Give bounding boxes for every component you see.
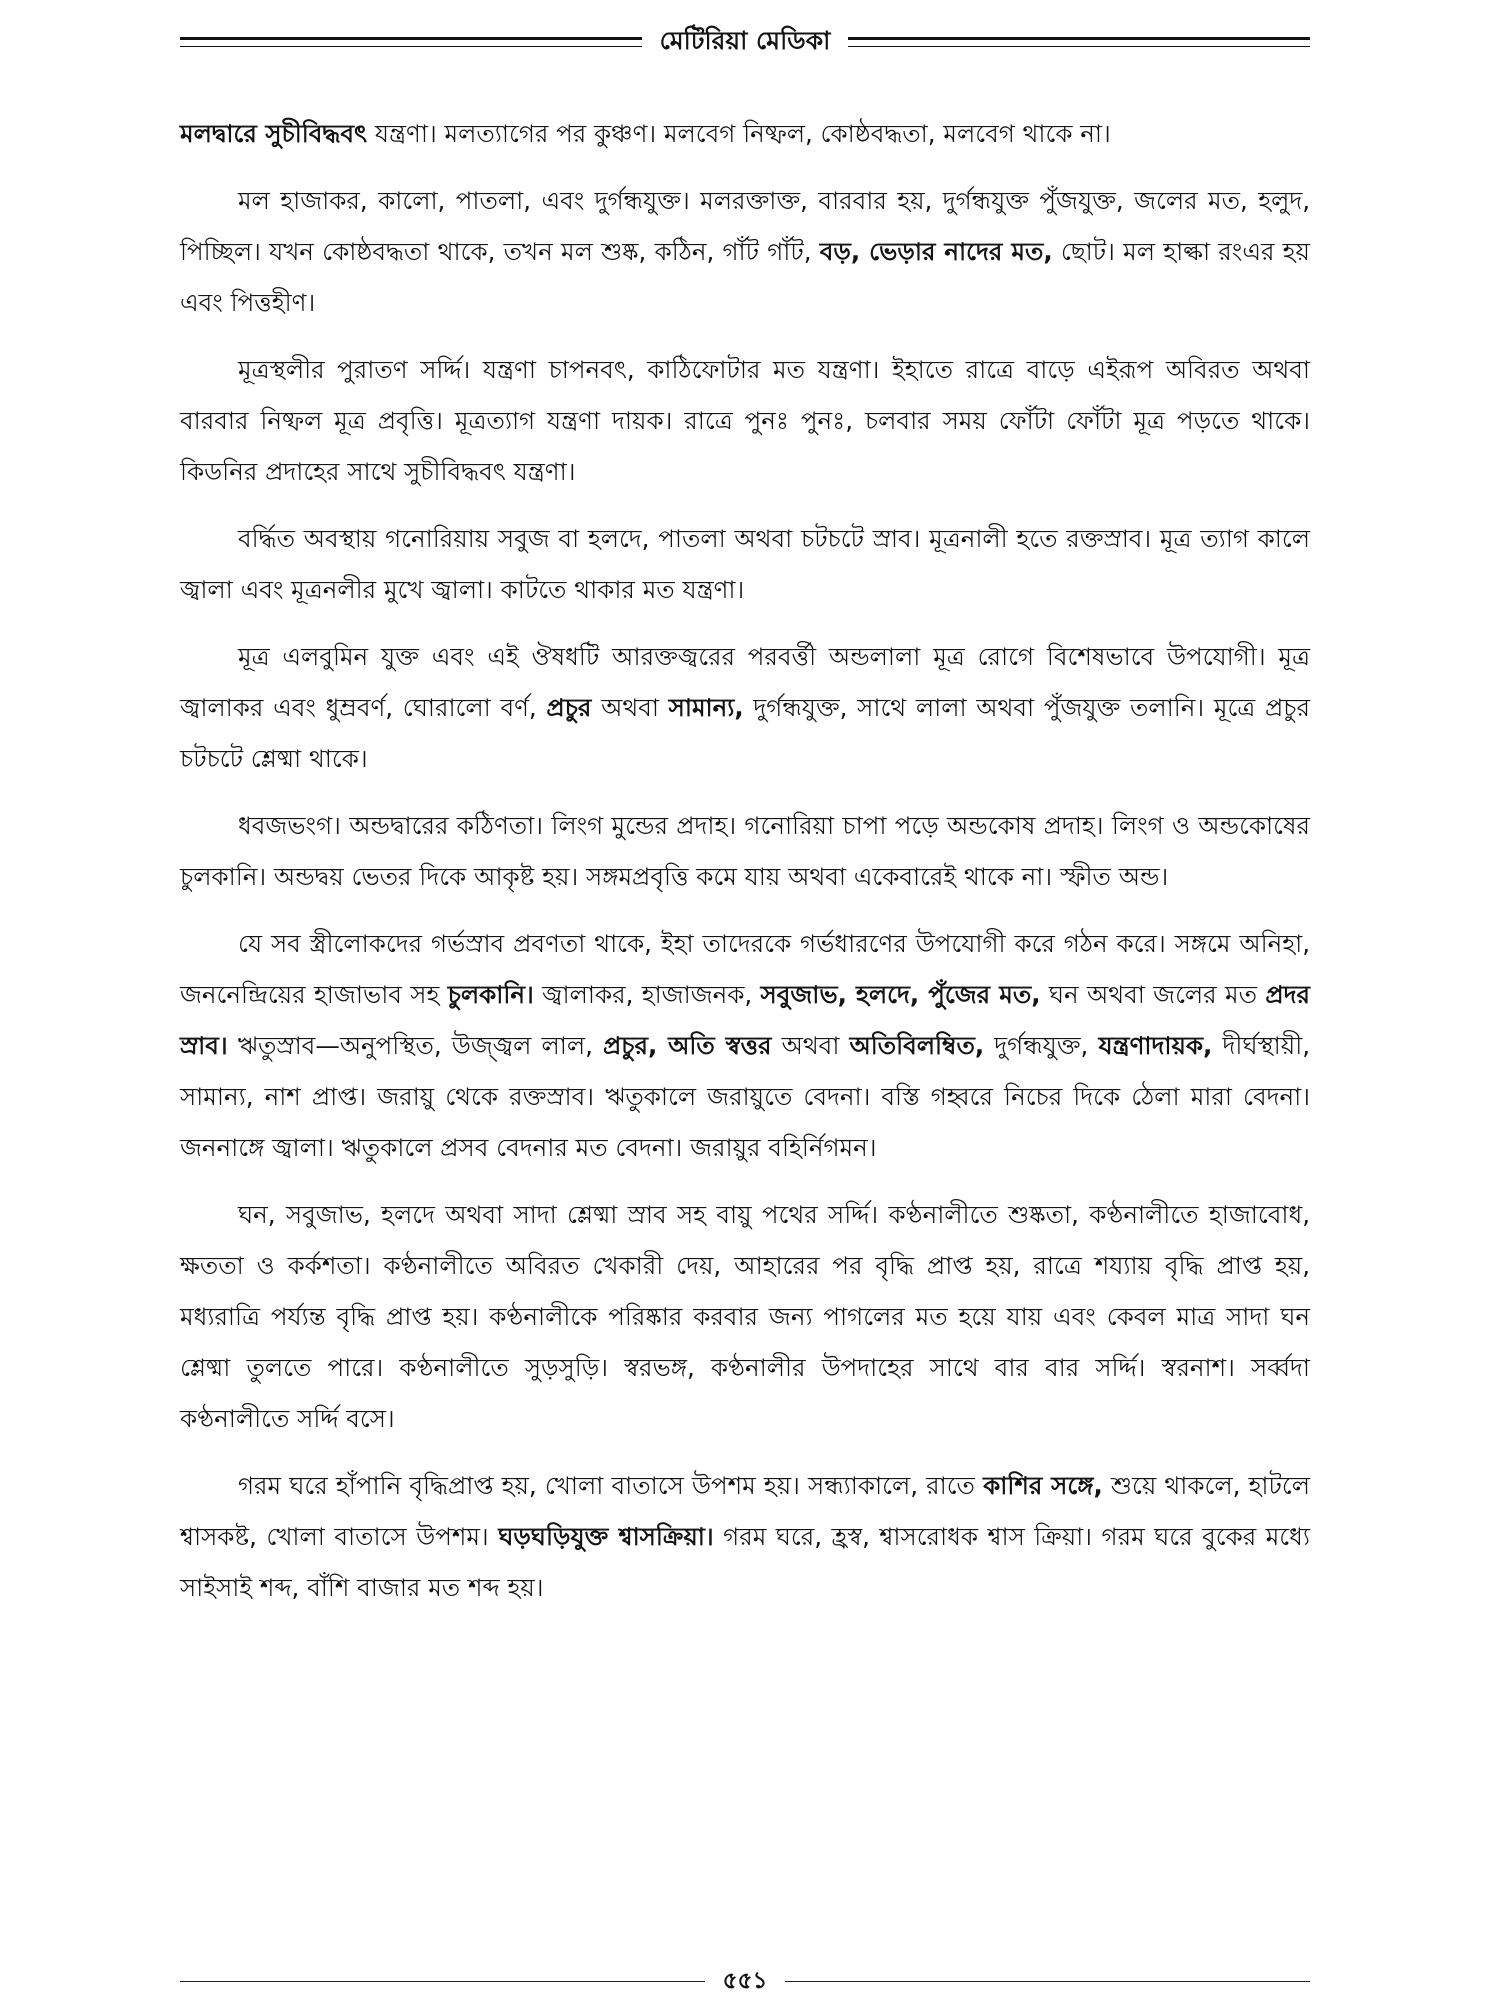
bold-text-run: সামান্য,	[668, 693, 744, 722]
running-header	[180, 24, 1310, 60]
body-paragraph	[180, 631, 1310, 784]
text-run: দুর্গন্ধযুক্ত,	[984, 1031, 1099, 1060]
text-run: ঘন, সবুজাভ, হলদে অথবা সাদা শ্লেষ্মা স্রাব সহ বায়ু পথের সর্দ্দি। কণ্ঠনালীতে শুষ্কতা, কণ্ঠনালীতে হাজাবোধ, ক্ষততা ও কর্কশতা। কণ্ঠনালীতে অবিরত খেকারী দেয়, আহারের পর বৃদ্ধি প্রাপ্ত হয়, রাত্রে শয্যায় বৃদ্ধি প্রাপ্ত হয়, মধ্যরাত্রি পর্য্যন্ত বৃদ্ধি প্রাপ্ত হয়। কণ্ঠনালীকে পরিষ্কার করবার জন্য পাগলের মত হয়ে যায় এবং কেবল মাত্র সাদা ঘন শ্লেষ্মা তুলতে পারে। কণ্ঠনালীতে সুড়সুড়ি। স্বরভঙ্গ, কণ্ঠনালীর উপদাহের সাথে বার বার সর্দ্দি। স্বরনাশ। সর্ব্বদা কণ্ঠনালীতে সর্দ্দি বসে।	[180, 1200, 1310, 1433]
body-paragraph	[180, 918, 1310, 1173]
text-run: মল হাজাকর, কালো, পাতলা, এবং দুর্গন্ধযুক্ত। মলরক্তাক্ত, বারবার হয়, দুর্গন্ধযুক্ত পুঁজযুক্ত, জলের মত, হলুদ, পিচ্ছিল। যখন কোষ্ঠবদ্ধতা থাকে, তখন মল শুষ্ক, কঠিন, গাঁট গাঁট,	[180, 186, 1310, 266]
text-run: মূত্রস্থলীর পুরাতণ সর্দ্দি। যন্ত্রণা চাপনবৎ, কাঠিফোটার মত যন্ত্রণা। ইহাতে রাত্রে বাড়ে এইরূপ অবিরত অথবা বারবার নিষ্ফল মূত্র প্রবৃত্তি। মূত্রত্যাগ যন্ত্রণা দায়ক। রাত্রে পুনঃ পুনঃ, চলবার সময় ফোঁটা ফোঁটা মূত্র পড়তে থাকে। কিডনির প্রদাহের সাথে সুচীবিদ্ধবৎ যন্ত্রণা।	[180, 355, 1310, 486]
bold-text-run: প্রদর স্রাব।	[180, 980, 1310, 1060]
text-run: বর্দ্ধিত অবস্থায় গনোরিয়ায় সবুজ বা হলদে, পাতলা অথবা চটচটে স্রাব। মূত্রনালী হতে রক্তস্রাব। মূত্র ত্যাগ কালে জ্বালা এবং মূত্রনলীর মুখে জ্বালা। কাটতে থাকার মত যন্ত্রণা।	[180, 524, 1310, 604]
text-run: জ্বালাকর, হাজাজনক,	[533, 980, 761, 1009]
text-run: যে সব স্ত্রীলোকদের গর্ভস্রাব প্রবণতা থাকে, ইহা তাদেরকে গর্ভধারণের উপযোগী করে গঠন করে। সঙ্গমে অনিহা, জননেন্দ্রিয়ের হাজাভাব সহ	[180, 929, 1310, 1009]
header-rule-left	[180, 37, 642, 47]
footer-rule-left	[180, 1981, 705, 1982]
text-run: অথবা	[591, 693, 669, 722]
page-body	[180, 108, 1310, 1613]
footer-rule-right	[785, 1981, 1310, 1982]
text-run: ঘন অথবা জলের মত	[1040, 980, 1266, 1009]
running-title: মেটিরিয়া মেডিকা	[659, 25, 831, 55]
body-paragraph	[180, 1189, 1310, 1444]
body-paragraph	[180, 800, 1310, 902]
body-paragraph	[180, 108, 1310, 159]
text-run: শুয়ে থাকলে, হাটলে শ্বাসকষ্ট, খোলা বাতাসে উপশম।	[180, 1471, 1310, 1551]
bold-text-run: কাশির সঙ্গে,	[983, 1471, 1103, 1500]
text-run: গরম ঘরে হাঁপানি বৃদ্ধিপ্রাপ্ত হয়, খোলা বাতাসে উপশম হয়। সন্ধ্যাকালে, রাতে	[238, 1471, 984, 1500]
text-run: ধবজভংগ। অন্ডদ্বারের কঠিণতা। লিংগ মুন্ডের প্রদাহ। গনোরিয়া চাপা পড়ে অন্ডকোষ প্রদাহ। লিংগ ও অন্ডকোষের চুলকানি। অন্ডদ্বয় ভেতর দিকে আকৃষ্ট হয়। সঙ্গমপ্রবৃত্তি কমে যায় অথবা একেবারেই থাকে না। স্ফীত অন্ড।	[180, 811, 1310, 891]
text-run: যন্ত্রণা। মলত্যাগের পর কুঞ্চণ। মলবেগ নিষ্ফল, কোষ্ঠবদ্ধতা, মলবেগ থাকে না।	[367, 119, 1111, 148]
bold-text-run: প্রচুর, অতি স্বত্তর	[602, 1031, 772, 1060]
bold-text-run: চুলকানি।	[447, 980, 534, 1009]
text-run: ঋতুস্রাব—অনুপস্থিত, উজ্জ্বল লাল,	[227, 1031, 603, 1060]
bold-text-run: মলদ্বারে সুচীবিদ্ধবৎ	[180, 119, 368, 148]
bold-text-run: ঘড়ঘড়িযুক্ত শ্বাসক্রিয়া।	[498, 1522, 714, 1551]
bold-text-run: যন্ত্রণাদায়ক,	[1098, 1031, 1213, 1060]
bold-text-run: সবুজাভ, হলদে, পুঁজের মত,	[760, 980, 1041, 1009]
body-paragraph	[180, 513, 1310, 615]
text-run: মূত্র এলবুমিন যুক্ত এবং এই ঔষধটি আরক্তজ্বরের পরবর্ত্তী অন্ডলালা মূত্র রোগে বিশেষভাবে উপযোগী। মূত্র জ্বালাকর এবং ধুম্রবর্ণ, ঘোরালো বর্ণ,	[180, 642, 1310, 722]
body-paragraph	[180, 344, 1310, 497]
page-footer	[180, 1962, 1310, 2001]
text-run: অথবা	[771, 1031, 850, 1060]
text-run: গরম ঘরে, হ্রস্ব, শ্বাসরোধক শ্বাস ক্রিয়া। গরম ঘরে বুকের মধ্যে সাইসাই শব্দ, বাঁশি বাজার মত শব্দ হয়।	[180, 1522, 1310, 1602]
text-run: দীর্ঘস্থায়ী, সামান্য, নাশ প্রাপ্ত। জরায়ু থেকে রক্তস্রাব। ঋতুকালে জরায়ুতে বেদনা। বস্তি গহ্বরে নিচের দিকে ঠেলা মারা বেদনা। জননাঙ্গে জ্বালা। ঋতুকালে প্রসব বেদনার মত বেদনা। জরায়ুর বহির্নিগমন।	[180, 1031, 1311, 1162]
body-paragraph	[180, 175, 1310, 328]
bold-text-run: বড়, ভেড়ার নাদের মত,	[819, 237, 1053, 266]
text-run: ছোট। মল হাল্কা রংএর হয় এবং পিত্তহীণ।	[180, 237, 1310, 317]
body-paragraph	[180, 1460, 1310, 1613]
bold-text-run: প্রচুর	[546, 693, 592, 722]
text-run: দুর্গন্ধযুক্ত, সাথে লালা অথবা পুঁজযুক্ত তলানি। মূত্রে প্রচুর চটচটে শ্লেষ্মা থাকে।	[180, 693, 1310, 773]
header-rule-right	[848, 37, 1310, 47]
page-number: ৫৫১	[722, 1968, 768, 1994]
bold-text-run: অতিবিলম্বিত,	[849, 1031, 985, 1060]
